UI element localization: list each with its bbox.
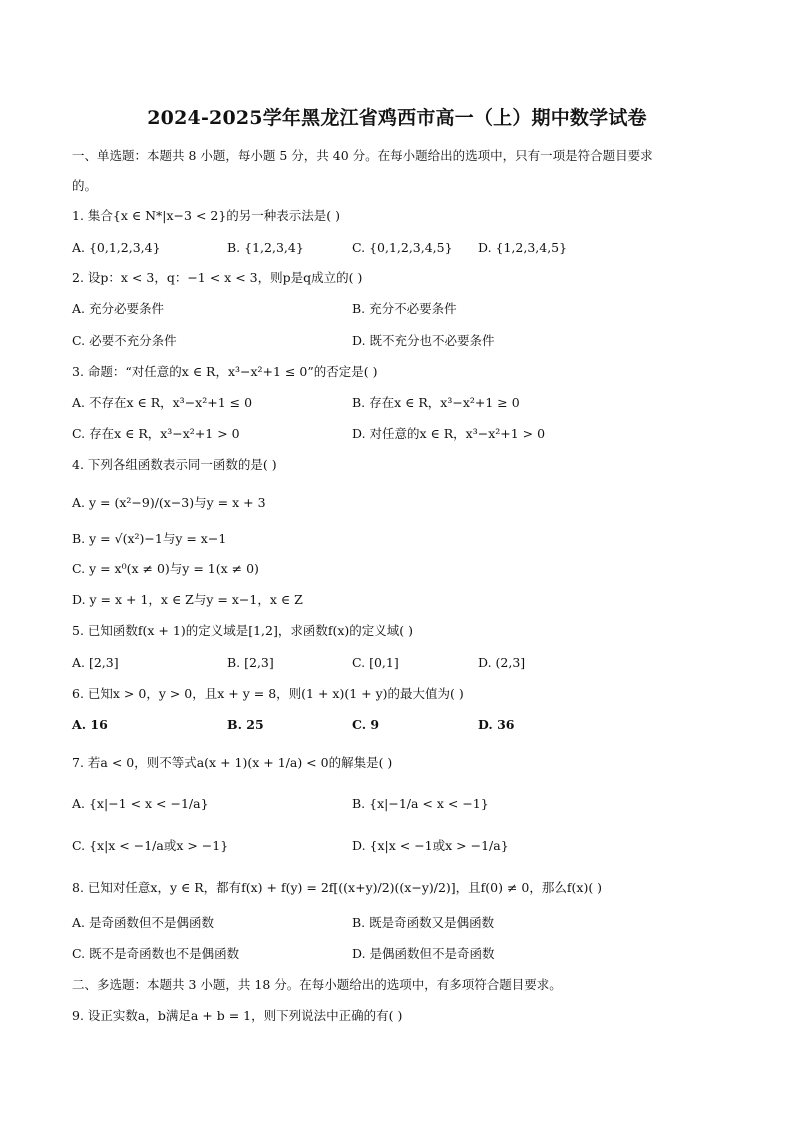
question-6-stem: 6. 已知x > 0，y > 0，且x + y = 8，则(1 + x)(1 + y)的最大值为( ) — [72, 686, 464, 701]
question-7-stem: 7. 若a < 0，则不等式a(x + 1)(x + 1/a) < 0的解集是( ) — [72, 755, 393, 770]
question-3-stem: 3. 命题：“对任意的x ∈ R，x³−x²+1 ≤ 0”的否定是( ) — [72, 364, 378, 379]
question-2-option-c: C. 必要不充分条件 — [72, 333, 177, 348]
question-7-option-c: C. {x|x < −1/a或x > −1} — [72, 838, 229, 853]
question-4-option-d: D. y = x + 1，x ∈ Z与y = x−1，x ∈ Z — [72, 592, 303, 607]
question-4-option-b: B. y = √(x²)−1与y = x−1 — [72, 531, 227, 546]
question-7-option-d: D. {x|x < −1或x > −1/a} — [352, 838, 509, 853]
question-8-stem: 8. 已知对任意x，y ∈ R，都有f(x) + f(y) = 2f[((x+y)/2)((x−y)/2)]，且f(0) ≠ 0，那么f(x)( ) — [72, 880, 603, 895]
question-6-option-b: B. 25 — [227, 717, 264, 732]
question-5-option-b: B. [2,3] — [227, 655, 274, 670]
question-8-option-b: B. 既是奇函数又是偶函数 — [352, 915, 495, 930]
question-7-option-b: B. {x|−1/a < x < −1} — [352, 796, 489, 811]
question-1-option-c: C. {0,1,2,3,4,5} — [352, 240, 453, 255]
question-6-option-c: C. 9 — [352, 717, 380, 732]
section2-heading: 二、多选题：本题共 3 小题，共 18 分。在每小题给出的选项中，有多项符合题目要求。 — [72, 977, 562, 992]
question-3-option-d: D. 对任意的x ∈ R，x³−x²+1 > 0 — [352, 426, 546, 441]
page-title: 2024-2025学年黑龙江省鸡西市高一（上）期中数学试卷 — [147, 107, 647, 129]
question-9-stem: 9. 设正实数a，b满足a + b = 1，则下列说法中正确的有( ) — [72, 1008, 403, 1023]
question-3-option-a: A. 不存在x ∈ R，x³−x²+1 ≤ 0 — [72, 395, 253, 410]
question-4-option-c: C. y = x⁰(x ≠ 0)与y = 1(x ≠ 0) — [72, 561, 259, 576]
question-2-option-d: D. 既不充分也不必要条件 — [352, 333, 495, 348]
question-5-stem: 5. 已知函数f(x + 1)的定义域是[1,2]，求函数f(x)的定义域( ) — [72, 623, 413, 638]
question-2-option-a: A. 充分必要条件 — [72, 301, 164, 316]
question-4-stem: 4. 下列各组函数表示同一函数的是( ) — [72, 457, 277, 472]
question-1-option-d: D. {1,2,3,4,5} — [478, 240, 568, 255]
question-5-option-c: C. [0,1] — [352, 655, 399, 670]
question-5-option-d: D. (2,3] — [478, 655, 526, 670]
question-1-stem: 1. 集合{x ∈ N*|x−3 < 2}的另一种表示法是( ) — [72, 208, 341, 223]
question-2-option-b: B. 充分不必要条件 — [352, 301, 457, 316]
question-2-stem: 2. 设p：x < 3，q：−1 < x < 3，则p是q成立的( ) — [72, 270, 363, 285]
question-7-option-a: A. {x|−1 < x < −1/a} — [72, 796, 209, 811]
question-4-option-a: A. y = (x²−9)/(x−3)与y = x + 3 — [72, 495, 266, 510]
question-3-option-b: B. 存在x ∈ R，x³−x²+1 ≥ 0 — [352, 395, 520, 410]
section1-heading-cont: 的。 — [72, 178, 98, 193]
question-6-option-a: A. 16 — [72, 717, 108, 732]
question-8-option-c: C. 既不是奇函数也不是偶函数 — [72, 946, 240, 961]
question-5-option-a: A. [2,3] — [72, 655, 119, 670]
question-8-option-d: D. 是偶函数但不是奇函数 — [352, 946, 495, 961]
question-1-option-b: B. {1,2,3,4} — [227, 240, 304, 255]
question-6-option-d: D. 36 — [478, 717, 515, 732]
question-1-option-a: A. {0,1,2,3,4} — [72, 240, 161, 255]
question-8-option-a: A. 是奇函数但不是偶函数 — [72, 915, 214, 930]
question-3-option-c: C. 存在x ∈ R，x³−x²+1 > 0 — [72, 426, 240, 441]
section1-heading: 一、单选题：本题共 8 小题，每小题 5 分，共 40 分。在每小题给出的选项中，只有一项是符合题目要求 — [72, 148, 653, 163]
